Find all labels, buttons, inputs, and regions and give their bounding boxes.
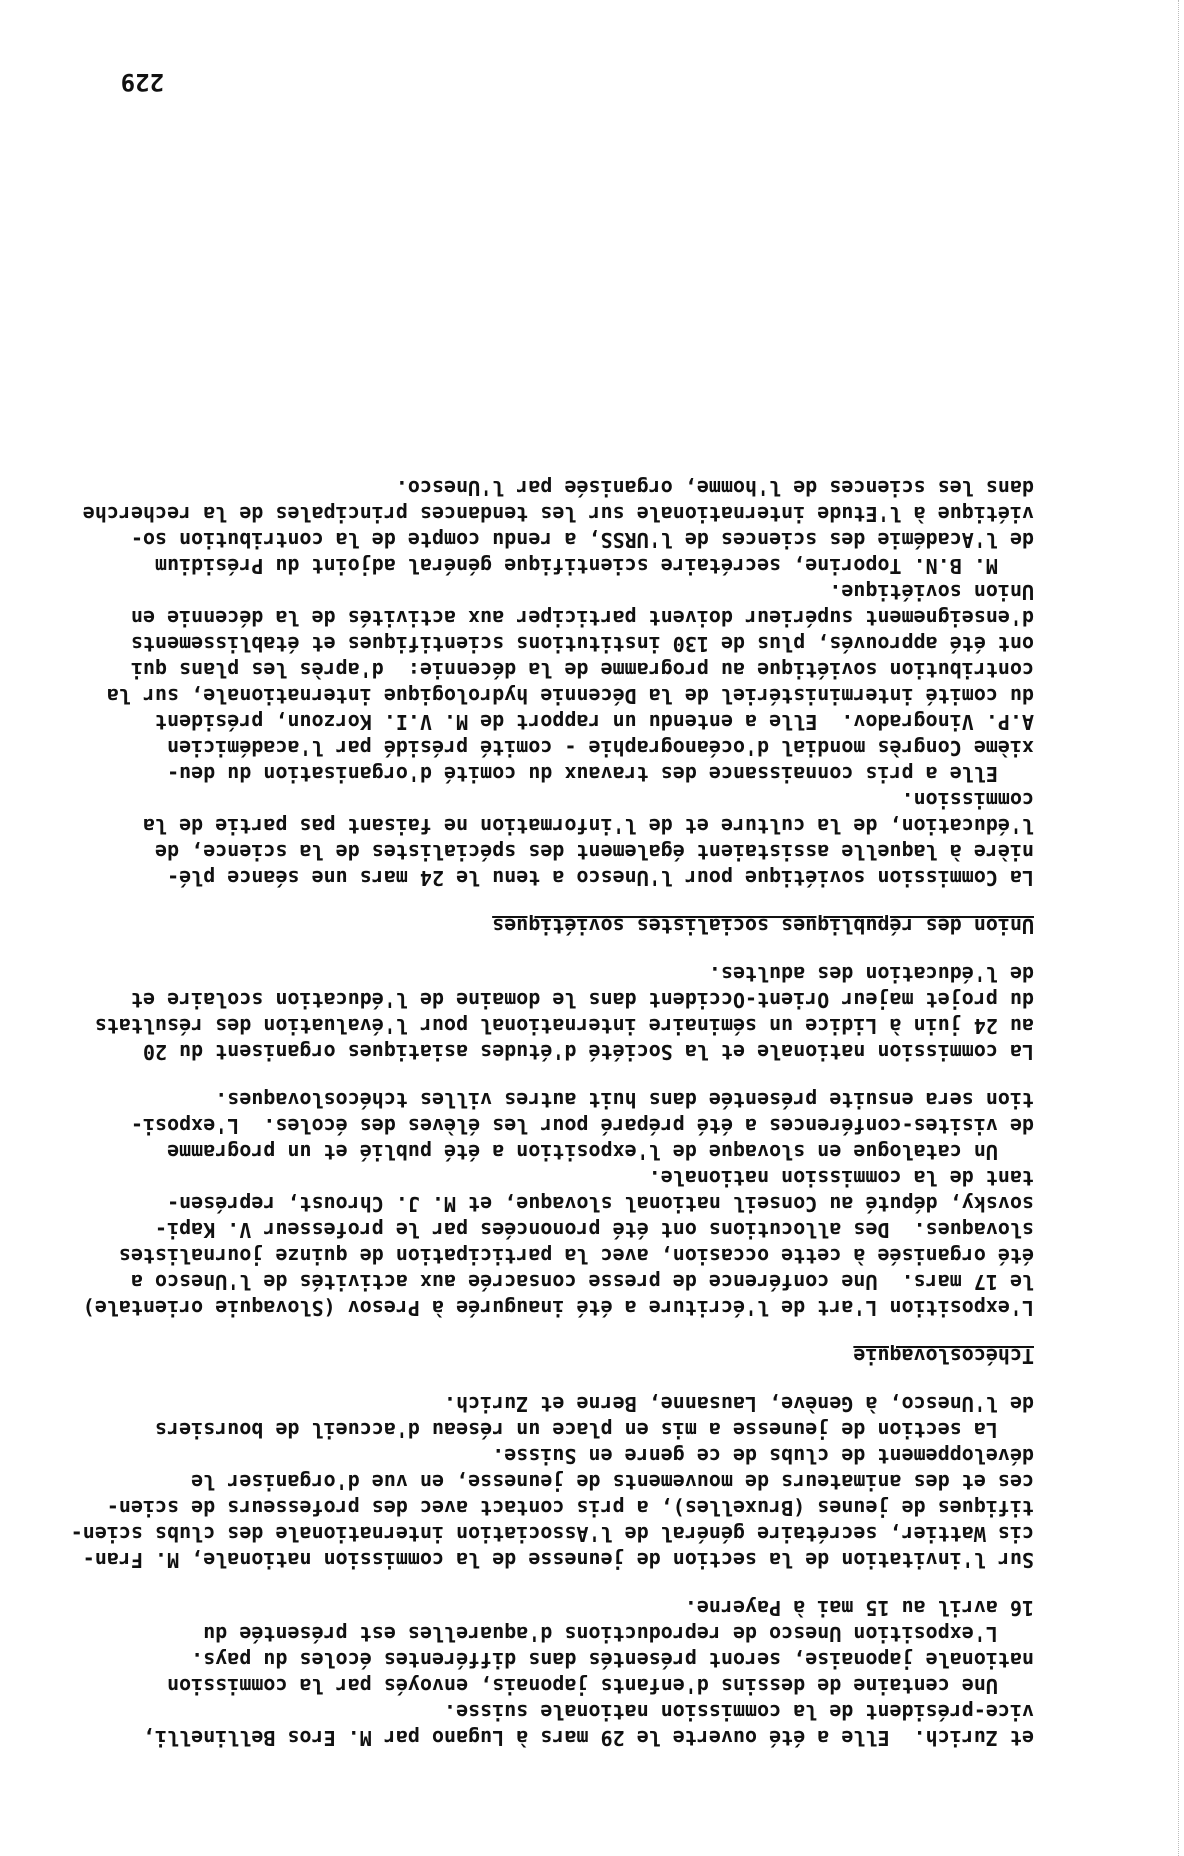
text-line: La commission nationale et la Société d'études asiatiques organisent du 20: [142, 1040, 1034, 1064]
text-line: l'éducation, de la culture et de l'information ne faisant pas partie de la: [142, 814, 1034, 838]
text-line: La Commission soviétique pour l'Unesco a tenu le 24 mars une séance plé-: [167, 866, 1034, 890]
text-line: viétique à l'Etude internationale sur les tendances principales de la recherche: [82, 502, 1034, 526]
paragraph-oceanographie: [84, 579, 1034, 787]
text-line: au 24 juin à Lidice un séminaire international pour l'évaluation des résultats: [94, 1014, 1034, 1038]
paragraph-dessins: [84, 1647, 1034, 1699]
paragraph-toporine: [84, 475, 1034, 579]
text-line: L'exposition L'art de l'écriture a été inaugurée à Presov (Slovaquie orientale): [82, 1296, 1034, 1320]
text-line: M. B.N. Toporine, secrétaire scientifique général adjoint du Présidium: [155, 554, 1034, 578]
text-line: du projet majeur Orient-Occident dans le domaine de l'éducation scolaire et: [130, 988, 1034, 1012]
text-line: de l'Unesco, à Genève, Lausanne, Berne et Zurich.: [443, 1392, 1034, 1416]
section-heading-tchecoslovaquie: Tchécoslovaquie: [853, 1344, 1034, 1368]
text-line: tifiques de jeunes (Bruxelles), a pris contact avec des professeurs de scien-: [106, 1496, 1034, 1520]
text-line: nière à laquelle assistaient également des spécialistes de la science, de: [155, 840, 1034, 864]
paragraph-clubs-scientifiques: [70, 1443, 1034, 1573]
text-line: tion sera ensuite présentée dans huit autres villes tchécoslovaques.: [215, 1088, 1034, 1112]
paragraph-exposition-presov: [84, 1165, 1034, 1321]
text-line: xième Congrès mondial d'océanographie - comité présidé par l'académicien: [167, 736, 1034, 760]
text-line: de visites-conférences a été préparé pour les élèves des écoles. L'exposi-: [130, 1114, 1034, 1138]
text-line: 16 avril au 15 mai à Payerne.: [684, 1596, 1034, 1620]
text-line: contribution soviétique au programme de la décennie: d'après les plans qui: [130, 658, 1034, 682]
document-body: [70, 475, 1034, 1751]
text-line: commission.: [901, 788, 1034, 812]
text-line: cis Wattier, secrétaire général de l'Association internationale des clubs scien-: [70, 1522, 1034, 1546]
text-line: d'enseignement supérieur doivent participer aux activités de la décennie en: [130, 606, 1034, 630]
text-line: le 17 mars. Une conférence de presse consacrée aux activités de l'Unesco a: [130, 1270, 1034, 1294]
text-line: de l'Académie des sciences de l'URSS, a rendu compte de la contribution so-: [130, 528, 1034, 552]
section-heading-urss: Union des républiques socialistes soviétiques: [492, 914, 1034, 938]
text-line: A.P. Vinogradov. Elle a entendu un rapport de M. V.I. Korzoun, président: [155, 710, 1034, 734]
text-line: slovaques. Des allocutions ont été prononcées par le professeur V. Kapi-: [155, 1218, 1034, 1242]
page-number: 229: [120, 68, 164, 96]
text-line: tant de la commission nationale.: [648, 1166, 1034, 1190]
text-line: Union soviétique.: [829, 580, 1034, 604]
paragraph-catalogue: [84, 1087, 1034, 1165]
text-line: été organisée à cette occasion, avec la participation de quinze journalistes: [118, 1244, 1034, 1268]
text-line: Un catalogue en slovaque de l'exposition a été publié et un programme: [167, 1140, 1034, 1164]
text-line: La section de jeunesse a mis en place un réseau d'accueil de boursiers: [155, 1418, 1034, 1442]
text-line: Une centaine de dessins d'enfants japonais, envoyés par la commission: [167, 1674, 1034, 1698]
text-line: et Zurich. Elle a été ouverte le 29 mars à Lugano par M. Eros Bellinelli,: [142, 1726, 1034, 1750]
paragraph-boursiers: [84, 1391, 1034, 1443]
text-line: de l'éducation des adultes.: [708, 962, 1034, 986]
text-line: L'exposition Unesco de reproductions d'aquarelles est présentée du: [203, 1622, 1034, 1646]
text-line: vice-président de la commission nationale suisse.: [443, 1700, 1034, 1724]
text-line: du comité interministériel de la Décennie hydrologique internationale, sur la: [106, 684, 1034, 708]
text-line: nationale japonaise, seront présentés dans différentes écoles du pays.: [191, 1648, 1034, 1672]
text-line: dans les sciences de l'homme, organisée par l'Unesco.: [395, 476, 1034, 500]
text-line: Elle a pris connaissance des travaux du comité d'organisation du deu-: [167, 762, 1034, 786]
paragraph-lidice: [84, 961, 1034, 1065]
text-line: développement de clubs de ce genre en Suisse.: [492, 1444, 1034, 1468]
paragraph-aquarelles: [84, 1595, 1034, 1647]
text-line: ces et des animateurs de mouvements de jeunesse, en vue d'organiser le: [191, 1470, 1034, 1494]
text-line: Sur l'invitation de la section de jeunesse de la commission nationale, M. Fran-: [82, 1548, 1034, 1572]
text-line: ont été approuvés, plus de 130 institutions scientifiques et établissements: [130, 632, 1034, 656]
paragraph-lugano: [84, 1699, 1034, 1751]
text-line: sovsky, député au Conseil national slovaque, et M. J. Chroust, représen-: [167, 1192, 1034, 1216]
paragraph-seance-pleniere: [84, 787, 1034, 891]
